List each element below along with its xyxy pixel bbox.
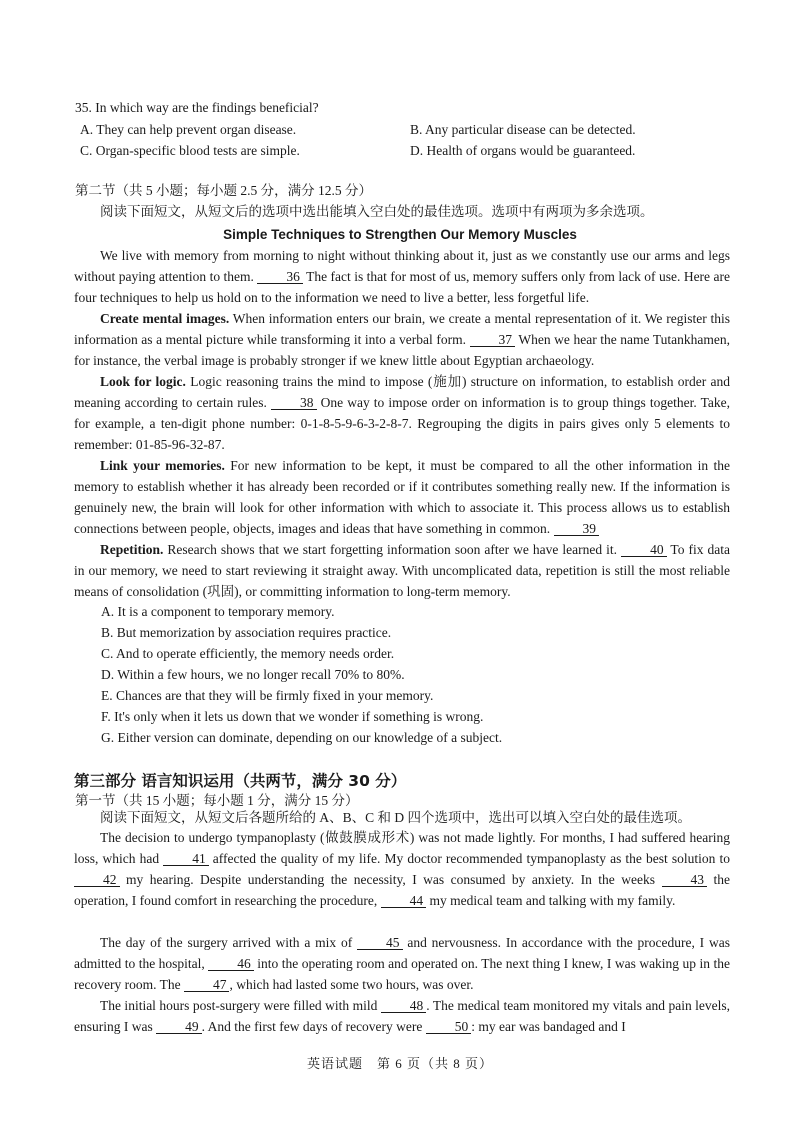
blank-40: 40 [621, 539, 667, 560]
cloze-paragraph-2: The day of the surgery arrived with a mix of 45 and nervousness. In accordance with the procedure, I was admitted to the hospital, 46 into the operating room and operated on. The next thing I knew, I was waking up in the recovery room. The 47 , which had lasted some two hours, was over. [74, 932, 730, 995]
part-3-instruction: 阅读下面短文，从短文后各题所给的 A、B、C 和 D 四个选项中，选出可以填入空白处的最佳选项。 [100, 810, 692, 825]
option-a: A. They can help prevent organ disease. [80, 122, 297, 137]
paragraph-lead: Look for logic. [100, 374, 186, 389]
blank-46: 46 [208, 953, 254, 974]
part-3-subheading: 第一节（共 15 小题；每小题 1 分，满分 15 分） [75, 793, 359, 808]
section-2-instruction: 阅读下面短文，从短文后的选项中选出能填入空白处的最佳选项。选项中有两项为多余选项。 [100, 204, 654, 219]
choice-f: F. It's only when it lets us down that we wonder if something is wrong. [101, 709, 484, 724]
paragraph-lead: Repetition. [100, 542, 164, 557]
blank-48: 48 [381, 995, 427, 1016]
article-paragraph-1: We live with memory from morning to night without thinking about it, just as we constantly use our arms and legs without paying attention to them. 36 The fact is that for most of us, memory suffers only from lack of use. Here are four techniques to help us hold on to the information we need to live a better, less forgetful life. [74, 248, 730, 305]
section-2-heading: 第二节（共 5 小题；每小题 2.5 分，满分 12.5 分） [75, 183, 372, 198]
choice-d: D. Within a few hours, we no longer recall 70% to 80%. [101, 667, 405, 682]
blank-50: 50 [426, 1016, 472, 1037]
article-paragraph-4: Link your memories. For new information to be kept, it must be compared to all the other information in the memory to establish whether it has already been recorded or if it contributes something really new. If the information is genuinely new, the brain will look for other information with which to associate it. This process allows us to establish connections between people, objects, images and ideas that have something in common. 39 [74, 455, 730, 539]
cloze-paragraph-3: The initial hours post-surgery were filled with mild 48 . The medical team monitored my vitals and pain levels, ensuring I was 49 . And the first few days of recovery were 50 : my ear was bandaged and I [74, 995, 730, 1037]
question-35-stem: 35. In which way are the findings beneficial? [75, 100, 319, 115]
article-paragraph-3: Look for logic. Logic reasoning trains the mind to impose (施加) structure on information, to establish order and meaning according to certain rules. 38 One way to impose order on information is to group things together. Take, for example, a ten-digit phone number: 0-1-8-5-9-6-3-2-8-7. Regrouping the digits in pairs gives only 5 elements to remember: 01-85-96-32-87. [74, 374, 731, 452]
choice-g: G. Either version can dominate, depending on our knowledge of a subject. [101, 730, 503, 745]
blank-44: 44 [381, 890, 427, 911]
article-paragraph-5: Repetition. Research shows that we start forgetting information soon after we have learned it. 40 To fix data in our memory, we need to start reviewing it straight away. With uncomplicated data, repetition is still the most reliable means of consolidation (巩固), or committing information to long-term memory. [74, 539, 730, 602]
option-c: C. Organ-specific blood tests are simple. [80, 143, 300, 158]
part-3-heading: 第三部分 语言知识运用（共两节，满分 30 分） [74, 772, 407, 790]
answer-choices-list [101, 601, 502, 748]
blank-37: 37 [470, 329, 516, 350]
blank-42: 42 [74, 869, 120, 890]
blank-47: 47 [184, 974, 230, 995]
option-b: B. Any particular disease can be detected. [410, 122, 636, 137]
blank-43: 43 [662, 869, 708, 890]
blank-39: 39 [554, 518, 600, 539]
choice-c: C. And to operate efficiently, the memory needs order. [101, 646, 395, 661]
article-title: Simple Techniques to Strengthen Our Memory Muscles [223, 227, 577, 242]
option-d: D. Health of organs would be guaranteed. [410, 143, 636, 158]
blank-45: 45 [357, 932, 403, 953]
paragraph-lead: Link your memories. [100, 458, 225, 473]
cloze-paragraph-1: The decision to undergo tympanoplasty (做鼓膜成形术) was not made lightly. For months, I had suffered hearing loss, which had 41 affected the quality of my life. My doctor recommended tympanoplasty as the best solution to 42 my hearing. Despite understanding the necessity, I was consumed by anxiety. In the weeks 43 the operation, I found comfort in researching the procedure, 44 my medical team and talking with my family. [74, 827, 730, 911]
paragraph-lead: Create mental images. [100, 311, 230, 326]
article-paragraph-2: Create mental images. When information enters our brain, we create a mental representation of it. We register this information as a mental picture while transforming it into a verbal form. 37 When we hear the name Tutankhamen, for instance, the verbal image is probably stronger if we knew little about Egyptian archaeology. [74, 311, 730, 368]
choice-a: A. It is a component to temporary memory. [101, 604, 335, 619]
blank-38: 38 [271, 392, 317, 413]
blank-36: 36 [257, 266, 303, 287]
blank-41: 41 [163, 848, 209, 869]
blank-49: 49 [156, 1016, 202, 1037]
choice-e: E. Chances are that they will be firmly fixed in your memory. [101, 688, 434, 703]
question-35-options [80, 119, 740, 161]
choice-b: B. But memorization by association requires practice. [101, 625, 392, 640]
page-footer: 英语试题 第 6 页（共 8 页） [306, 1056, 493, 1071]
